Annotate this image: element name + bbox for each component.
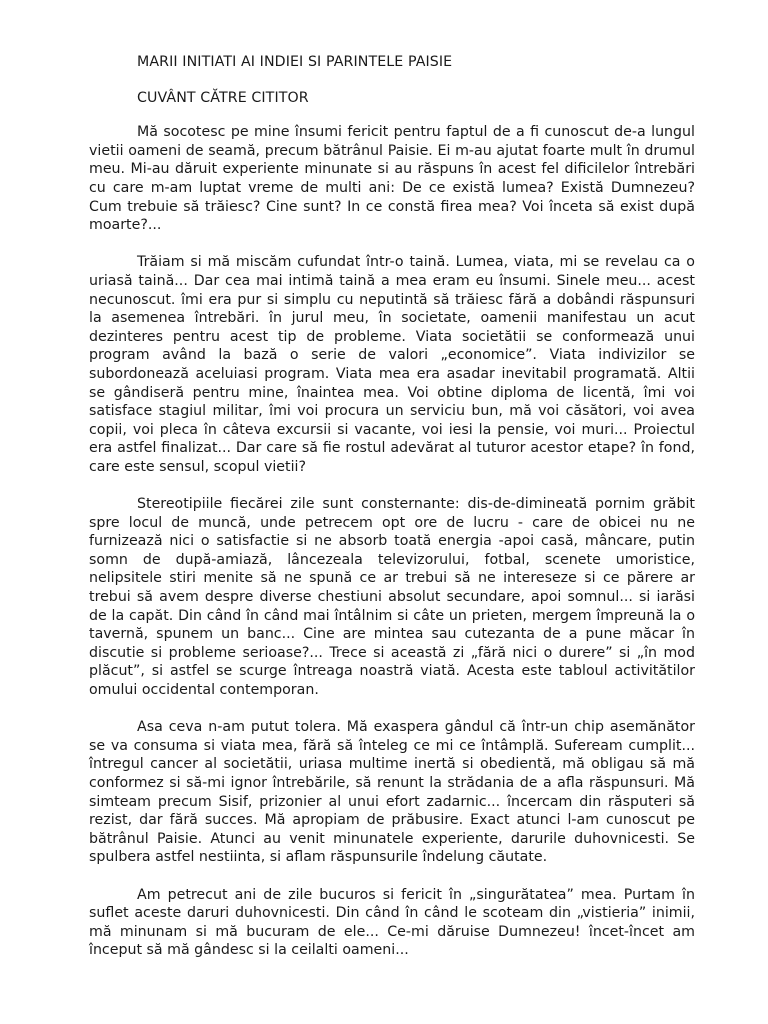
document-title: MARII INITIATI AI INDIEI SI PARINTELE PAISIE <box>137 54 453 70</box>
paragraph-4: Asa ceva n-am putut tolera. Mă exaspera gândul că într-un chip asemănător se va consuma si viata mea, fără să înteleg ce mi ce întâmplă. Sufeream cumplit... întregul cancer al societătii, uriasa multime inertă si obedientă, mă obligau să mă conformez si să-mi ignor întrebările, să renunt la strădania de a afla răspunsuri. Mă simteam precum Sisif, prizonier al unui efort zadarnic... încercam din răsputeri să rezist, dar fără succes. Mă apropiam de prăbusire. Exact atunci l-am cunoscut pe bătrânul Paisie. Atunci au venit minunatele experiente, darurile duhovnicesti. Se spulbera astfel nestiinta, si aflam răspunsurile îndelung căutate. <box>89 719 695 866</box>
paragraph-2: Trăiam si mă miscăm cufundat într-o taină. Lumea, viata, mi se revelau ca o uriasă taină... Dar cea mai intimă taină a mea eram eu însumi. Sinele meu... acest necunoscut. îmi era pur si simplu cu neputintă să trăiesc fără a dobândi răspunsuri la asemenea întrebări. în jurul meu, în societate, oamenii manifestau un acut dezinteres pentru acest tip de probleme. Viata societătii se conformează unui program având la bază o serie de valori „economice”. Viata indivizilor se subordonează aceluiasi program. Viata mea era asadar inevitabil programată. Altii se gândiseră pentru mine, înaintea mea. Voi obtine diploma de licentă, îmi voi satisface stagiul militar, îmi voi procura un serviciu bun, mă voi căsători, voi avea copii, voi pleca în câteva excursii si vacante, voi iesi la pensie, voi muri... Proiectul era astfel finalizat... Dar care să fie rostul adevărat al tuturor acestor etape? în fond, care este sensul, scopul vietii? <box>89 254 695 475</box>
paragraph-5: Am petrecut ani de zile bucuros si fericit în „singurătatea” mea. Purtam în suflet aceste daruri duhovnicesti. Din când în când le scoteam din „vistieria” inimii, mă minunam si mă bucuram de ele... Ce-mi dăruise Dumnezeu! încet-încet am început să mă gândesc si la ceilalti oameni... <box>89 886 695 959</box>
section-heading: CUVÂNT CĂTRE CITITOR <box>137 89 309 106</box>
document-body <box>89 53 695 960</box>
paragraph-1: Mă socotesc pe mine însumi fericit pentru faptul de a fi cunoscut de-a lungul vietii oameni de seamă, precum bătrânul Paisie. Ei m-au ajutat foarte mult în drumul meu. Mi-au dăruit experiente minunate si au răspuns în acest fel dificilelor întrebări cu care m-am luptat vreme de multi ani: De ce există lumea? Există Dumnezeu? Cum trebuie să trăiesc? Cine sunt? In ce constă firea mea? Voi înceta să exist după moarte?... <box>89 124 695 234</box>
paragraph-3: Stereotipiile fiecărei zile sunt consternante: dis-de-dimineată pornim grăbit spre locul de muncă, unde petrecem opt ore de lucru - care de obicei nu ne furnizează nici o satisfactie si ne absorb toată energia -apoi casă, mâncare, putin somn de după-amiază, lâncezeala televizorului, fotbal, scenete umoristice, nelipsitele stiri menite să ne spună ce ar trebui să ne intereseze si ce părere ar trebui să avem despre diverse chestiuni absolut secundare, apoi somnul... si iarăsi de la capăt. Din când în când mai întâlnim si câte un prieten, mergem împreună la o tavernă, spunem un banc... Cine are mintea sau cutezanta de a pune măcar în discutie si probleme serioase?... Trece si această zi „fără nici o durere” si „în mod plăcut”, si astfel se scurge întreaga noastră viată. Acesta este tabloul activitătilor omului occidental contemporan. <box>89 496 695 698</box>
